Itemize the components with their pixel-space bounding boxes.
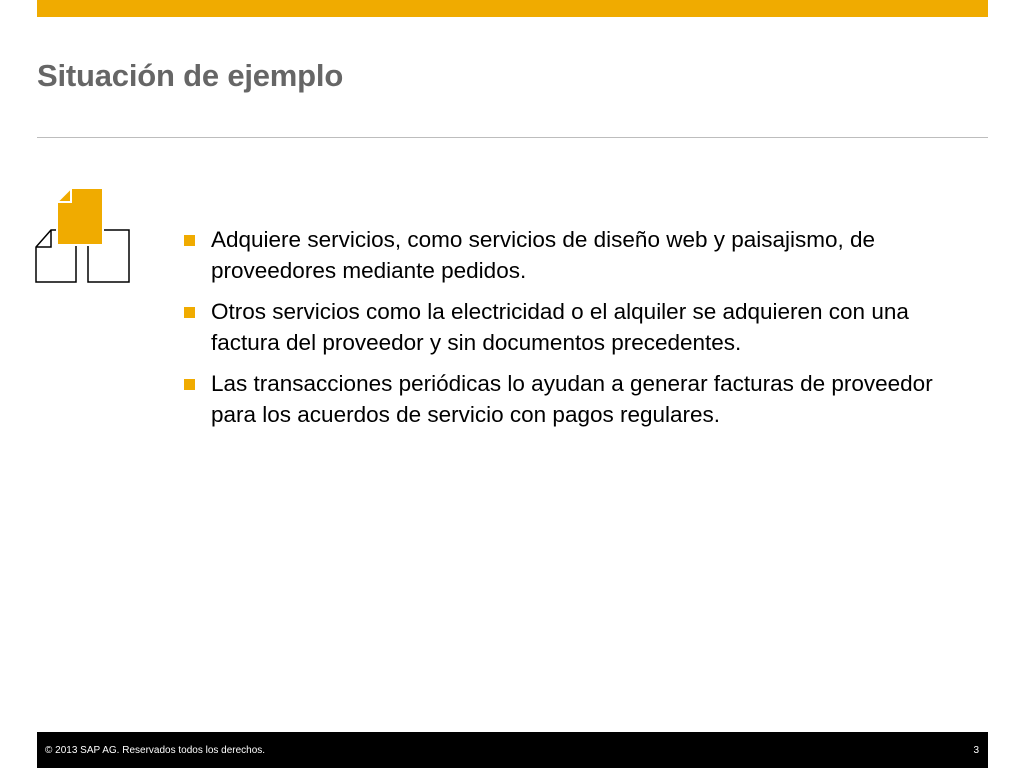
bullet-text: Las transacciones periódicas lo ayudan a generar facturas de proveedor para los acuerdos de servicio con pagos regulares. <box>211 371 933 427</box>
top-accent-bar <box>37 0 988 17</box>
documents-icon <box>33 186 133 286</box>
page-number: 3 <box>973 745 979 756</box>
page-title: Situación de ejemplo <box>37 58 344 93</box>
bullet-list <box>183 224 973 440</box>
copyright-text: © 2013 SAP AG. Reservados todos los derechos. <box>45 745 266 756</box>
footer-bar <box>37 732 988 768</box>
square-bullet-icon <box>184 307 195 318</box>
square-bullet-icon <box>184 235 195 246</box>
list-item <box>183 368 973 430</box>
list-item <box>183 224 973 286</box>
square-bullet-icon <box>184 379 195 390</box>
title-divider <box>37 137 988 138</box>
bullet-text: Otros servicios como la electricidad o el alquiler se adquieren con una factura del proveedor y sin documentos precedentes. <box>211 299 909 355</box>
list-item <box>183 296 973 358</box>
bullet-text: Adquiere servicios, como servicios de diseño web y paisajismo, de proveedores mediante pedidos. <box>211 227 876 283</box>
